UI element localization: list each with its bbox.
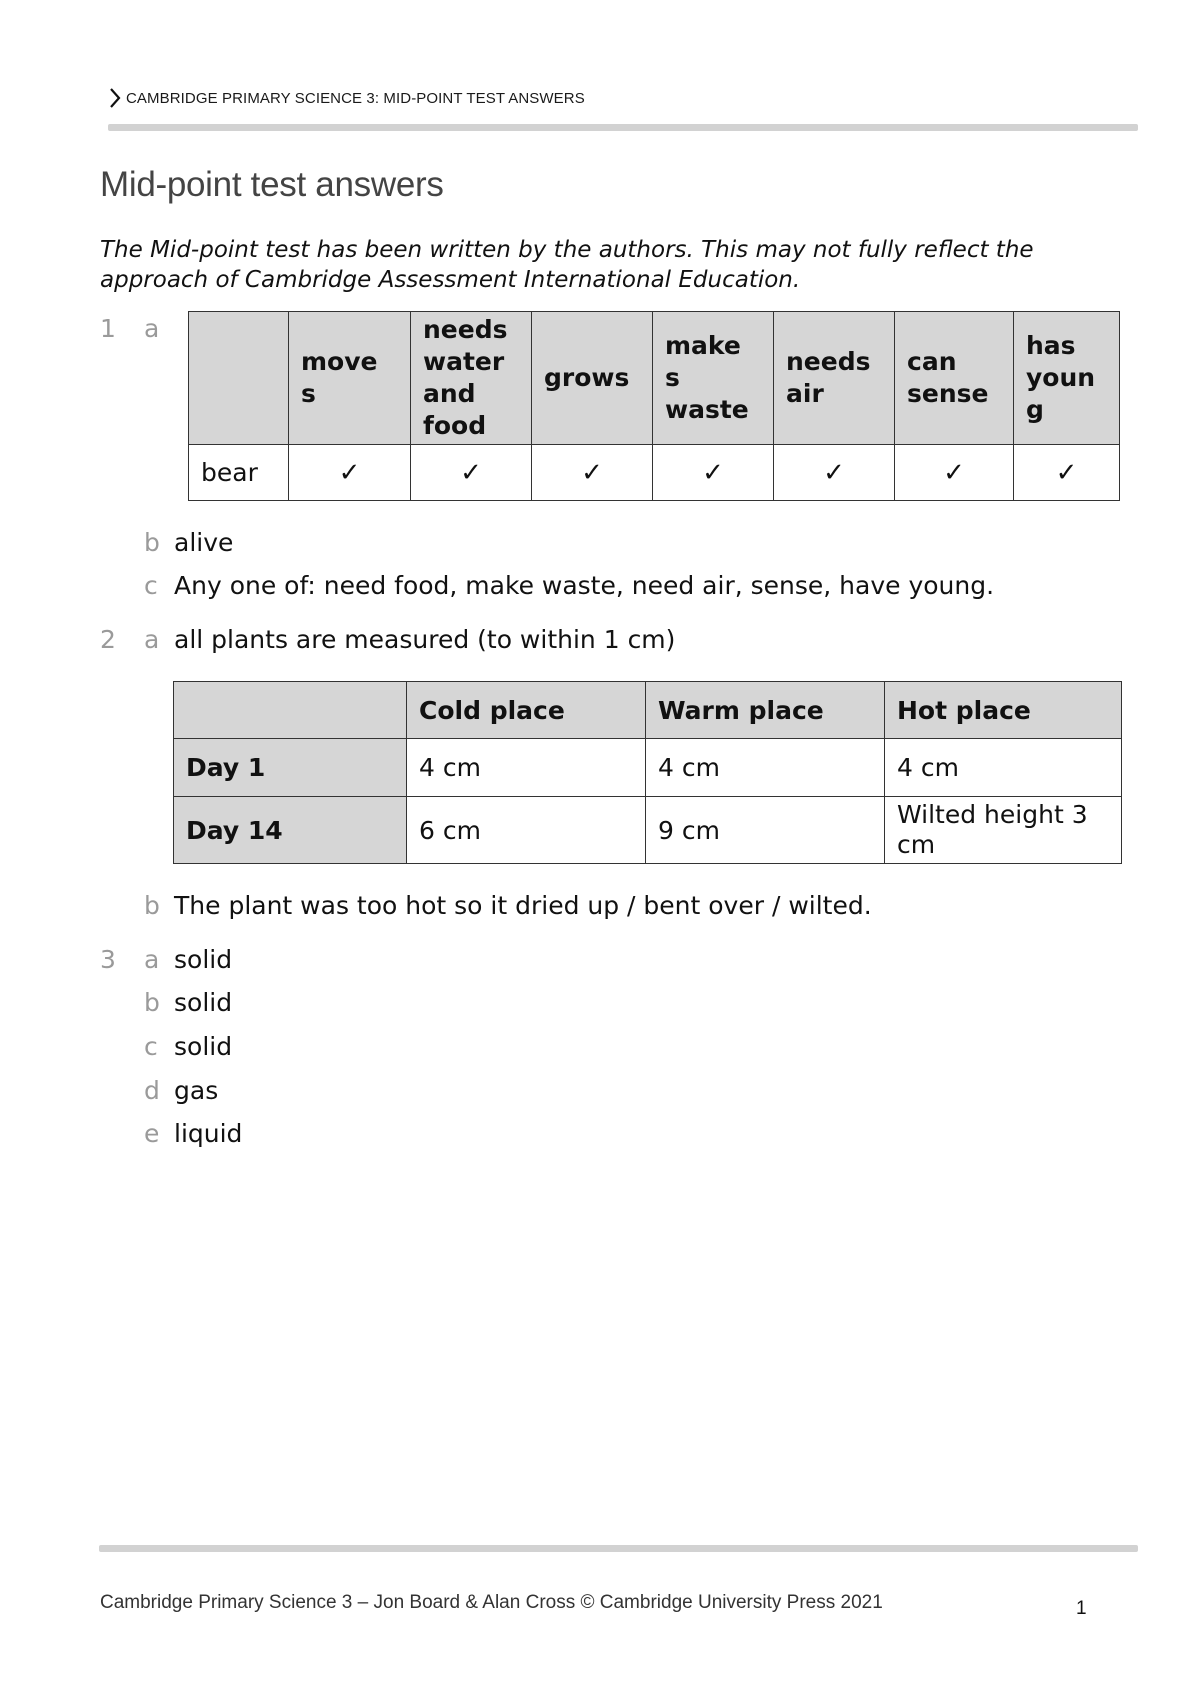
q2-table-header-row <box>174 682 1122 739</box>
footer-copyright: Cambridge Primary Science 3 – Jon Board & Alan Cross © Cambridge University Press 2021 <box>100 1592 883 1613</box>
check-icon: ✓ <box>532 445 653 501</box>
q2-part-a-letter: a <box>144 625 160 654</box>
q1-header-has-young <box>1014 312 1120 445</box>
q2-cell: 9 cm <box>646 797 885 864</box>
check-icon: ✓ <box>895 445 1014 501</box>
check-icon: ✓ <box>411 445 532 501</box>
q2-plant-height-table <box>173 681 1122 864</box>
q3-part-a-letter: a <box>144 945 160 974</box>
q1-header-can-sense <box>895 312 1014 445</box>
q1-header-moves <box>289 312 411 445</box>
q1-header-needs-air <box>774 312 895 445</box>
q1-characteristics-table <box>188 311 1120 501</box>
q1-table-row-bear <box>189 445 1120 501</box>
q1-part-b-answer: alive <box>174 528 234 557</box>
header-line: needs <box>423 315 508 344</box>
check-icon: ✓ <box>1014 445 1120 501</box>
header-line: waste <box>665 395 749 424</box>
question-number-1: 1 <box>100 314 116 343</box>
q2-table-row-day-14 <box>174 797 1122 864</box>
header-line: g <box>1026 395 1044 424</box>
header-line: water <box>423 347 505 376</box>
check-icon: ✓ <box>289 445 411 501</box>
q2-header-cold-place: Cold place <box>407 682 646 739</box>
q1-part-c-letter: c <box>144 571 158 600</box>
q3-part-b-answer: solid <box>174 988 233 1017</box>
header-line: can <box>907 347 957 376</box>
q3-part-a-answer: solid <box>174 945 233 974</box>
q2-part-b-answer: The plant was too hot so it dried up / bent over / wilted. <box>174 891 872 920</box>
header-line: air <box>786 379 824 408</box>
q3-part-d-letter: d <box>144 1076 160 1105</box>
q3-part-e-answer: liquid <box>174 1119 243 1148</box>
header-line: has <box>1026 331 1076 360</box>
q1-part-a-letter: a <box>144 314 160 343</box>
q3-part-c-letter: c <box>144 1032 158 1061</box>
q2-part-a-answer: all plants are measured (to within 1 cm) <box>174 625 676 654</box>
q2-cell: Wilted height 3 cm <box>885 797 1122 864</box>
check-icon: ✓ <box>653 445 774 501</box>
header-divider <box>108 124 1138 131</box>
q2-header-warm-place: Warm place <box>646 682 885 739</box>
q2-cell: 6 cm <box>407 797 646 864</box>
question-number-3: 3 <box>100 945 116 974</box>
footer-divider <box>99 1545 1138 1552</box>
header-line: food <box>423 411 487 440</box>
q2-part-b-letter: b <box>144 891 160 920</box>
header-line: youn <box>1026 363 1096 392</box>
q3-part-e-letter: e <box>144 1119 160 1148</box>
header-line: s <box>301 379 316 408</box>
intro-note: The Mid-point test has been written by the authors. This may not fully reflect the approach of Cambridge Assessment International Education. <box>100 237 1034 293</box>
q1-table-header-row <box>189 312 1120 445</box>
q2-header-hot-place: Hot place <box>885 682 1122 739</box>
running-header <box>106 86 585 110</box>
q2-cell: 4 cm <box>646 739 885 797</box>
row-label-day-14: Day 14 <box>174 797 407 864</box>
q2-cell: 4 cm <box>407 739 646 797</box>
row-label-bear: bear <box>189 445 289 501</box>
header-line: move <box>301 347 378 376</box>
q3-part-d-answer: gas <box>174 1076 219 1105</box>
running-title: CAMBRIDGE PRIMARY SCIENCE 3: MID-POINT TEST ANSWERS <box>126 89 585 107</box>
q1-header-grows <box>532 312 653 445</box>
question-number-2: 2 <box>100 625 116 654</box>
q1-header-makes-waste <box>653 312 774 445</box>
q1-header-empty <box>189 312 289 445</box>
q1-part-c-answer: Any one of: need food, make waste, need air, sense, have young. <box>174 571 995 600</box>
page-number: 1 <box>1076 1598 1087 1619</box>
chevron-right-icon <box>106 86 124 110</box>
header-line: s <box>665 363 680 392</box>
row-label-day-1: Day 1 <box>174 739 407 797</box>
q2-cell: 4 cm <box>885 739 1122 797</box>
q2-header-empty <box>174 682 407 739</box>
header-line: make <box>665 331 741 360</box>
header-line: and <box>423 379 476 408</box>
page-title: Mid-point test answers <box>100 165 444 204</box>
header-line: needs <box>786 347 871 376</box>
header-line: sense <box>907 379 989 408</box>
q3-part-c-answer: solid <box>174 1032 233 1061</box>
q1-header-needs-water-and-food <box>411 312 532 445</box>
header-line: grows <box>544 363 630 392</box>
q2-table-row-day-1 <box>174 739 1122 797</box>
check-icon: ✓ <box>774 445 895 501</box>
q1-part-b-letter: b <box>144 528 160 557</box>
q3-part-b-letter: b <box>144 988 160 1017</box>
